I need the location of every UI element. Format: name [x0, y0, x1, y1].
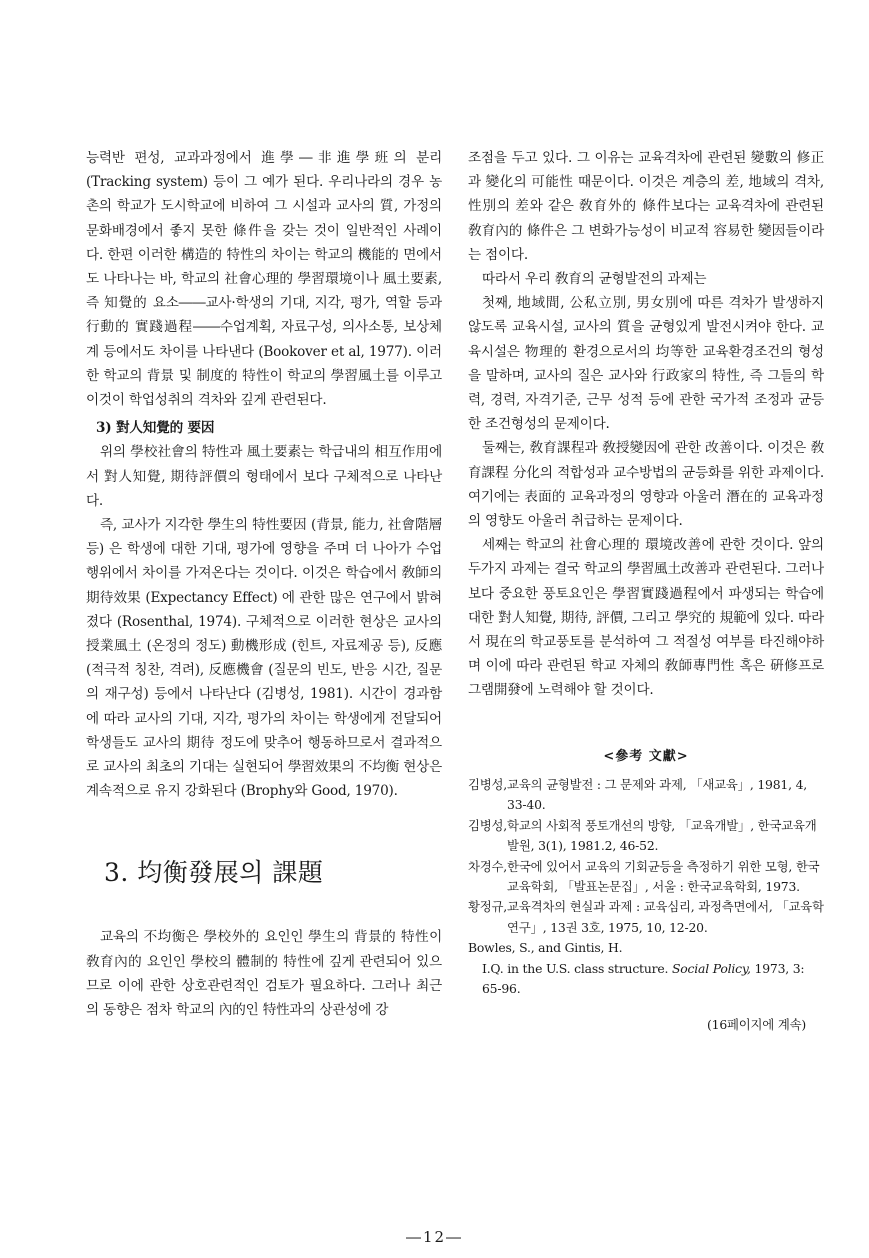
paragraph: 위의 學校社會의 特性과 風土要素는 학급내의 相互作用에서 對人知覺, 期待評價의 형태에서 보다 구체적으로 나타난다.: [86, 444, 442, 509]
left-column: [86, 146, 442, 1022]
reference-detail: 1973, 3: 65-96.: [482, 960, 805, 996]
reference-author: 차경수,: [468, 858, 508, 874]
subheading-interpersonal-perception: 3) 對人知覺的 要因: [96, 420, 215, 437]
right-column: [468, 146, 824, 1038]
page-number: ―12―: [405, 1228, 464, 1246]
reference-text: 한국에 있어서 교육의 기회균등을 측정하기 위한 모형, 한국교육학회, 「발표논문집」, 서울 : 한국교육학회, 1973.: [507, 858, 820, 894]
reference-item: [468, 816, 824, 857]
reference-author: 김병성,: [468, 817, 508, 833]
reference-title: I.Q. in the U.S. class structure.: [482, 960, 669, 976]
reference-list: [468, 775, 824, 999]
reference-author: 김병성,: [468, 776, 508, 792]
intro-paragraph: 능력반 편성, 교과과정에서 進學―非進學班의 분리 (Tracking system) 등이 그 예가 된다. 우리나라의 경우 농촌의 학교가 도시학교에 비하여 그 시설과 교사의 質, 가정의 문화배경에서 좋지 못한 條件을 갖는 것이 일반적인 사례이다. 한편 이러한 構造的 特性의 차이는 학교의 機能的 면에서도 나타나는 바, 학교의 社會心理的 學習環境이나 風土要素, 즉 知覺的 요소――교사·학생의 기대, 지각, 평가, 역할 등과 行動的 實踐過程――수업계획, 자료구성, 의사소통, 보상체계 등에서도 차이를 나타낸다 (Bookover et al, 1977). 이러한 학교의 背景 및 制度的 特性이 학교의 學習風土를 이루고 이것이 학업성취의 격차와 깊게 관련된다.: [86, 150, 442, 409]
continued-note: (16페이지에 계속): [707, 1017, 806, 1033]
paragraph: 둘째는, 敎育課程과 敎授變因에 관한 改善이다. 이것은 敎育課程 分化의 적합성과 교수방법의 균등화를 위한 과제이다. 여기에는 表面的 교육과정의 영향과 아울러 潛在的 교육과정의 영향도 아울러 취급하는 문제이다.: [468, 440, 824, 530]
reference-item: [468, 897, 824, 938]
reference-item: [468, 775, 824, 816]
paragraph: 세째는 학교의 社會心理的 環境改善에 관한 것이다. 앞의 두가지 과제는 결국 학교의 學習風土改善과 관련된다. 그러나 보다 중요한 풍토요인은 學習實踐過程에서 파생되는 학습에 대한 對人知覺, 期待, 評價, 그리고 學究的 規範에 있다. 따라서 現在의 학교풍토를 분석하여 그 적절성 여부를 타진해야하며 이에 따라 관련된 학교 자체의 敎師專門性 혹은 硏修프로그램開發에 노력해야 할 것이다.: [468, 537, 824, 699]
reference-text: 교육의 균형발전 : 그 문제와 과제, 「새교육」, 1981, 4, 33-40.: [507, 776, 807, 813]
reference-author: 황정규,: [468, 899, 508, 915]
section-paragraph: 교육의 不均衡은 學校外的 요인인 學生의 背景的 特性이 敎育內的 요인인 學校의 體制的 特性에 깊게 관련되어 있으므로 이에 관한 상호관련적인 검토가 필요하다. 그러나 최근의 동향은 점차 학교의 內的인 特性과의 상관성에 강: [86, 929, 442, 1019]
reference-text: 학교의 사회적 풍토개선의 방향, 「교육개발」, 한국교육개발원, 3(1), 1981.2, 46-52.: [507, 817, 817, 854]
reference-item: [468, 857, 824, 898]
paragraph: 첫째, 地域間, 公私立別, 男女別에 따른 격차가 발생하지 않도록 교육시설, 교사의 質을 균형있게 발전시켜야 한다. 교육시설은 物理的 환경으로서의 均等한 교육환경조건의 형성을 말하며, 교사의 질은 교사와 行政家의 特性, 즉 그들의 학력, 경력, 자격기준, 근무 성적 등에 관한 국가적 조정과 균등한 조건형성의 문제이다.: [468, 295, 824, 433]
paragraph: 조점을 두고 있다. 그 이유는 교육격차에 관련된 變數의 修正과 變化의 可能性 때문이다. 이것은 계층의 差, 地域의 격차, 性別의 差와 같은 敎育外的 條件보다는 교육격차에 관련된 敎育內的 條件은 그 변화가능성이 비교적 容易한 變因들이라는 점이다.: [468, 150, 824, 263]
reference-text: [482, 959, 824, 1000]
paragraph: 즉, 교사가 지각한 學生의 特性要因 (背景, 能力, 社會階層 등) 은 학생에 대한 기대, 평가에 영향을 주며 더 나아가 수업행위에서 차이를 가져온다는 것이다. 이것은 학습에서 敎師의 期待效果 (Expectancy Effect) 에 관한 많은 연구에서 밝혀졌다 (Rosenthal, 1974). 구체적으로 이러한 현상은 교사의 授業風土 (온정의 정도) 動機形成 (힌트, 자료제공 등), 反應 (적극적 칭찬, 격려), 反應機會 (질문의 빈도, 반응 시간, 질문의 재구성) 등에서 나타난다 (김병성, 1981). 시간이 경과함에 따라 교사의 기대, 지각, 평가의 차이는 학생에게 전달되어 학생들도 교사의 期待 정도에 맞추어 행동하므로서 결과적으로 교사의 최초의 기대는 실현되어 學習效果의 不均衡 현상은 계속적으로 유지 강화된다 (Brophy와 Good, 1970).: [86, 517, 442, 800]
section-title: 3. 均衡發展의 課題: [104, 858, 324, 888]
paragraph: 따라서 우리 敎育의 균형발전의 과제는: [482, 271, 707, 288]
reference-text: 교육격차의 현실과 과제 : 교육심리, 과정측면에서, 「교육학연구」, 13권 3호, 1975, 10, 12-20.: [507, 899, 824, 935]
references-header: <參考 文獻>: [603, 748, 689, 764]
reference-journal: Social Policy,: [671, 960, 751, 976]
reference-author: Bowles, S., and Gintis, H.: [468, 940, 623, 956]
